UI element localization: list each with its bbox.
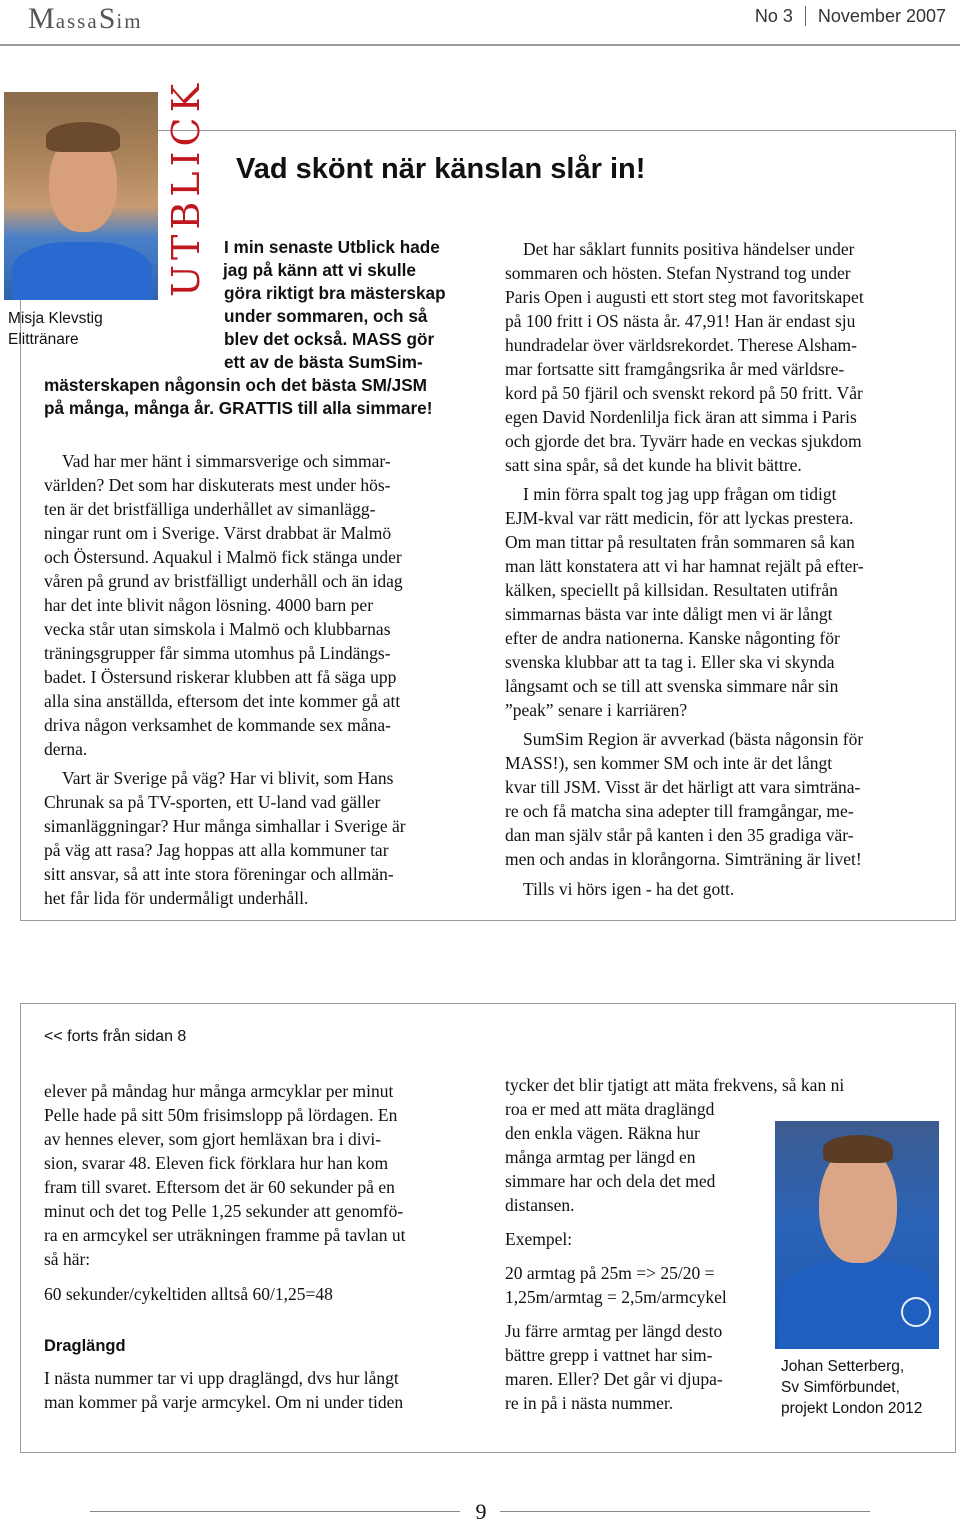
lead-line: ett av de bästa SumSim- [224,352,423,372]
body-line: egen David Nordenlilja fick äran att simma i Paris [505,407,857,427]
lead-line: jag på känn att vi skulle [223,260,416,280]
footer-rule [500,1511,870,1512]
body-line: tycker det blir tjatigt att mäta frekvens, så kan ni [505,1075,845,1095]
body-line: Chrunak sa på TV-sporten, ett U-land vad gäller [44,792,381,812]
body-line: på väg att rasa? Jag hoppas att alla kommuner tar [44,840,389,860]
body-line: Ju färre armtag per längd desto [505,1321,723,1341]
body-line: sommaren och hösten. Stefan Nystrand tog under [505,263,851,283]
body-line: har det inte blivit någon lösning. 4000 barn per [44,595,374,615]
section-label [164,78,208,298]
coach-photo [775,1121,939,1349]
body-line: Vad har mer hänt i simmarsverige och simmar- [62,451,391,471]
body-line: fram till svaret. Eftersom det är 60 sekunder på en [44,1177,395,1197]
lead-line: mästerskapen någonsin och det bästa SM/JSM [44,375,428,395]
body-line: satt sina spår, så det kunde ha blivit bättre. [505,455,802,475]
section-label-text: UTBLICK [164,78,208,298]
body-line: alla sina anställda, eftersom det inte kommer gå att [44,691,401,711]
page-number: 9 [475,1499,487,1524]
body-line: roa er med att mäta draglängd [505,1099,715,1119]
header-rule [0,44,960,46]
emblem-icon [901,1297,931,1327]
body-line: simanläggningar? Hur många simhallar i Sverige är [44,816,406,836]
formula-line: 60 sekunder/cykeltiden alltså 60/1,25=48 [44,1284,333,1304]
footer-rule [90,1511,460,1512]
body-line: mar fortsatte sitt framgångsrika år med världsre- [505,359,845,379]
body-line: Tills vi hörs igen - ha det gott. [523,879,735,899]
author-name: Misja Klevstig [8,310,103,327]
body-line: så här: [44,1249,91,1269]
body-line: I nästa nummer tar vi upp draglängd, dvs hur långt [44,1368,399,1388]
body-line: kvar till JSM. Visst är det härligt att vara simträna- [505,777,861,797]
body-line: simmarnas bästa var inte dåligt men vi är långt [505,604,833,624]
body-line: men och andas in klorångorna. Simträning är livet! [505,849,862,869]
body-line: av hennes elever, som gjort hemläxan bra i divi- [44,1129,382,1149]
body-line: minut och det tog Pelle 1,25 sekunder att genomfö- [44,1201,404,1221]
author-role: Elittränare [8,331,79,348]
body-line: elever på måndag hur många armcyklar per minut [44,1081,394,1101]
body-line: hundradelar över världsrekordet. Therese Alsham- [505,335,857,355]
body-line: maren. Eller? Det går vi djupa- [505,1369,723,1389]
lead-line: under sommaren, och så [224,306,428,326]
body-line: Exempel: [505,1229,573,1249]
issue-number: No 3 [754,6,793,26]
body-line: sion, svarar 48. Eleven fick förklara hur han kom [44,1153,389,1173]
article-headline: Vad skönt när känslan slår in! [236,153,646,185]
issue-date: November 2007 [817,6,946,26]
masthead-logo [28,2,143,36]
body-line: man lätt konstatera att vi har hamnat rejält på efter- [505,556,864,576]
body-line: sitt ansvar, så att inte stora föreningar och allmän- [44,864,394,884]
issue-info [755,6,946,27]
body-line: på 100 fritt i OS nästa år. 47,91! Han är endast sju [505,311,856,331]
body-line: simmare har och dela det med [505,1171,716,1191]
caption-line: projekt London 2012 [781,1400,923,1417]
logo-text: assa [55,9,99,33]
photo-shirt [12,242,152,300]
caption-line: Johan Setterberg, [781,1358,905,1375]
body-line: kord på 50 fjäril och svenskt rekord på 50 fritt. Vår [505,383,863,403]
body-line: MASS!), sen kommer SM och inte är det långt [505,753,833,773]
logo-letter: M [28,2,56,35]
lead-line: blev det också. MASS gör [224,329,435,349]
body-line: Om man tittar på resultaten från sommaren så kan [505,532,855,552]
body-line: svenska klubbar att ta tag i. Eller ska vi skynda [505,652,835,672]
lead-line: göra riktigt bra mästerskap [224,283,446,303]
author-caption [8,308,103,350]
coach-caption [781,1356,922,1419]
body-line: 1,25m/armtag = 2,5m/armcykel [505,1287,727,1307]
lead-line: I min senaste Utblick hade [224,237,440,257]
author-photo [4,92,158,300]
logo-text: im [116,9,143,33]
body-line: ”peak” senare i karriären? [505,700,688,720]
body-line: bättre grepp i vattnet har sim- [505,1345,713,1365]
body-line: Pelle hade på sitt 50m frisimslopp på lördagen. En [44,1105,398,1125]
issue-divider [805,6,806,26]
body-line: distansen. [505,1195,575,1215]
body-line: Vart är Sverige på väg? Har vi blivit, som Hans [62,768,394,788]
body-line: träningsgrupper får simma utomhus på Lindängs- [44,643,391,663]
caption-line: Sv Simförbundet, [781,1379,900,1396]
lead-paragraph [224,236,446,374]
body-line: den enkla vägen. Räkna hur [505,1123,700,1143]
body-line: dan man själv står på kanten i den 35 gradiga vär- [505,825,854,845]
body-line: världen? Det som har diskuterats mest under hös- [44,475,391,495]
body-line: 20 armtag på 25m => 25/20 = [505,1263,715,1283]
body-line: ningar runt om i Sverige. Värst drabbat är Malmö [44,523,392,543]
section-heading: Draglängd [44,1337,126,1355]
body-line: många armtag per längd en [505,1147,696,1167]
photo-hair [46,122,120,152]
body-line: Det har såklart funnits positiva händelser under [523,239,855,259]
body-line: het får lida för undermåligt underhåll. [44,888,309,908]
left-column [44,449,406,910]
right-column [505,237,864,901]
body-line: efter de andra nationerna. Kanske någonting för [505,628,840,648]
body-line: EJM-kval var rätt medicin, för att lyckas prestera. [505,508,854,528]
body-line: badet. I Östersund riskerar klubben att få säga upp [44,667,397,687]
body-line: ten är det bristfälliga underhållet av simanlägg- [44,499,376,519]
body-line: Paris Open i augusti ett stort steg mot favoritskapet [505,287,864,307]
lead-paragraph-cont [44,374,432,420]
continued-from-label: << forts från sidan 8 [44,1028,187,1045]
body-line: långsamt och se till att svenska simmare når sin [505,676,839,696]
draglangd-paragraph [44,1366,403,1414]
photo-hair [823,1135,893,1163]
lead-line: på många, många år. GRATTIS till alla simmare! [44,398,433,418]
continuation-left-column [44,1079,406,1306]
body-line: re in på i nästa nummer. [505,1393,674,1413]
body-line: man kommer på varje armcykel. Om ni under tiden [44,1392,404,1412]
body-line: och Östersund. Aquakul i Malmö fick stänga under [44,547,402,567]
body-line: vecka står utan simskola i Malmö och klubbarnas [44,619,391,639]
body-line: derna. [44,739,88,759]
body-line: driva någon verksamhet de kommande sex måna- [44,715,391,735]
body-line: re och få matcha sina adepter till framgångar, me- [505,801,854,821]
logo-letter: S [98,2,117,35]
body-line: SumSim Region är avverkad (bästa någonsin för [523,729,864,749]
body-line: ra en armcykel ser uträkningen framme på tavlan ut [44,1225,406,1245]
body-line: I min förra spalt tog jag upp frågan om tidigt [523,484,837,504]
body-line: och gjorde det bra. Tyvärr hade en veckas sjukdom [505,431,862,451]
body-line: kälken, speciellt på killsidan. Resultaten utifrån [505,580,838,600]
body-line: våren på grund av bristfälligt underhåll och än idag [44,571,403,591]
